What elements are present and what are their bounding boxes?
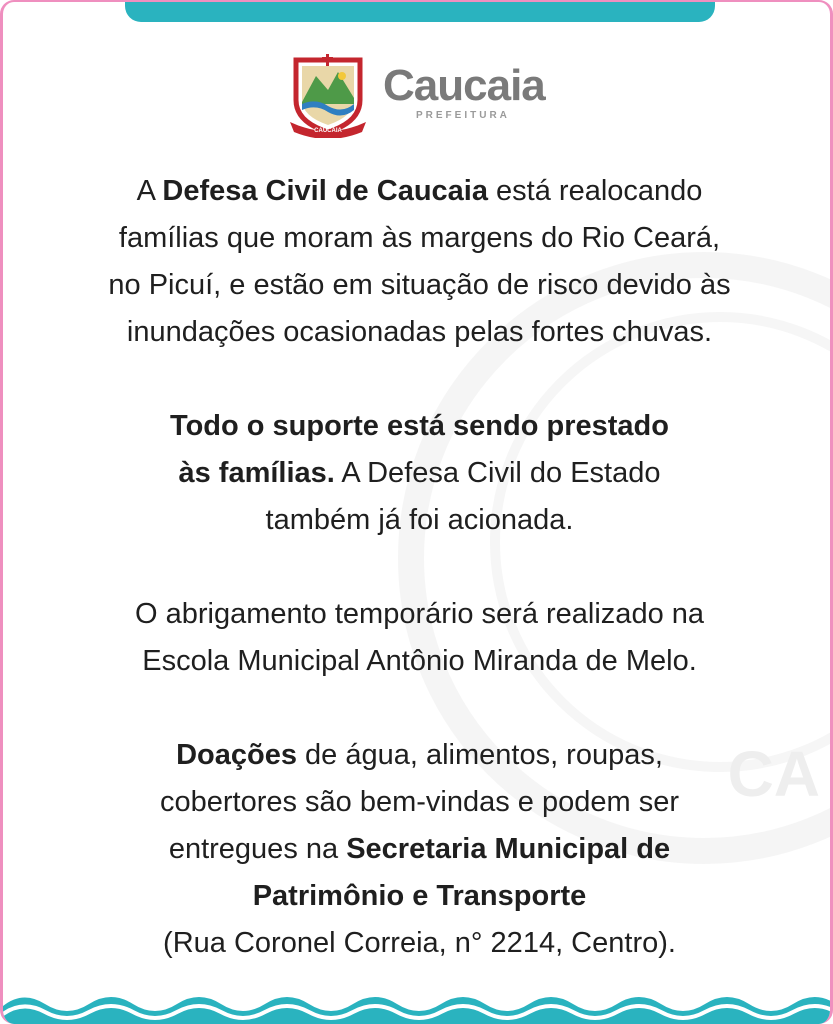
text-line: inundações ocasionadas pelas fortes chuvas.: [126, 316, 713, 348]
paragraph-relocation: [43, 168, 796, 356]
text-line: cobertores são bem-vindas e podem ser: [159, 786, 680, 818]
brand-name: Caucaia: [383, 61, 545, 110]
paragraph-shelter: [43, 591, 796, 685]
text-line: também já foi acionada.: [265, 504, 574, 536]
caucaia-crest-icon: [286, 52, 370, 138]
bottom-wave-border: [3, 984, 833, 1024]
paragraph-support: [43, 403, 796, 544]
caucaia-logo: [286, 52, 566, 142]
text-line: famílias que moram às margens do Rio Ceará,: [118, 222, 721, 254]
text-line: no Picuí, e estão em situação de risco devido às: [108, 269, 731, 301]
crest-banner-text: CAUCAIA: [314, 128, 342, 134]
announcement-body: [43, 168, 796, 1014]
text-line: Doações de água, alimentos, roupas,: [176, 739, 663, 771]
text-line: entregues na Secretaria Municipal de: [168, 833, 671, 865]
brand-subtitle: PREFEITURA: [416, 110, 510, 121]
text-line: Todo o suporte está sendo prestado: [170, 410, 669, 442]
text-line: O abrigamento temporário será realizado na: [134, 598, 705, 630]
text-line: A Defesa Civil de Caucaia está realocando: [136, 175, 703, 207]
text-line: às famílias. A Defesa Civil do Estado: [178, 457, 661, 489]
text-line: Patrimônio e Transporte: [252, 880, 587, 912]
text-line: (Rua Coronel Correia, n° 2214, Centro).: [163, 927, 676, 959]
text-line: Escola Municipal Antônio Miranda de Melo.: [142, 645, 697, 677]
paragraph-donations: [43, 732, 796, 967]
watermark-seal-text: CA: [727, 738, 820, 810]
top-accent-bar: [125, 0, 715, 22]
